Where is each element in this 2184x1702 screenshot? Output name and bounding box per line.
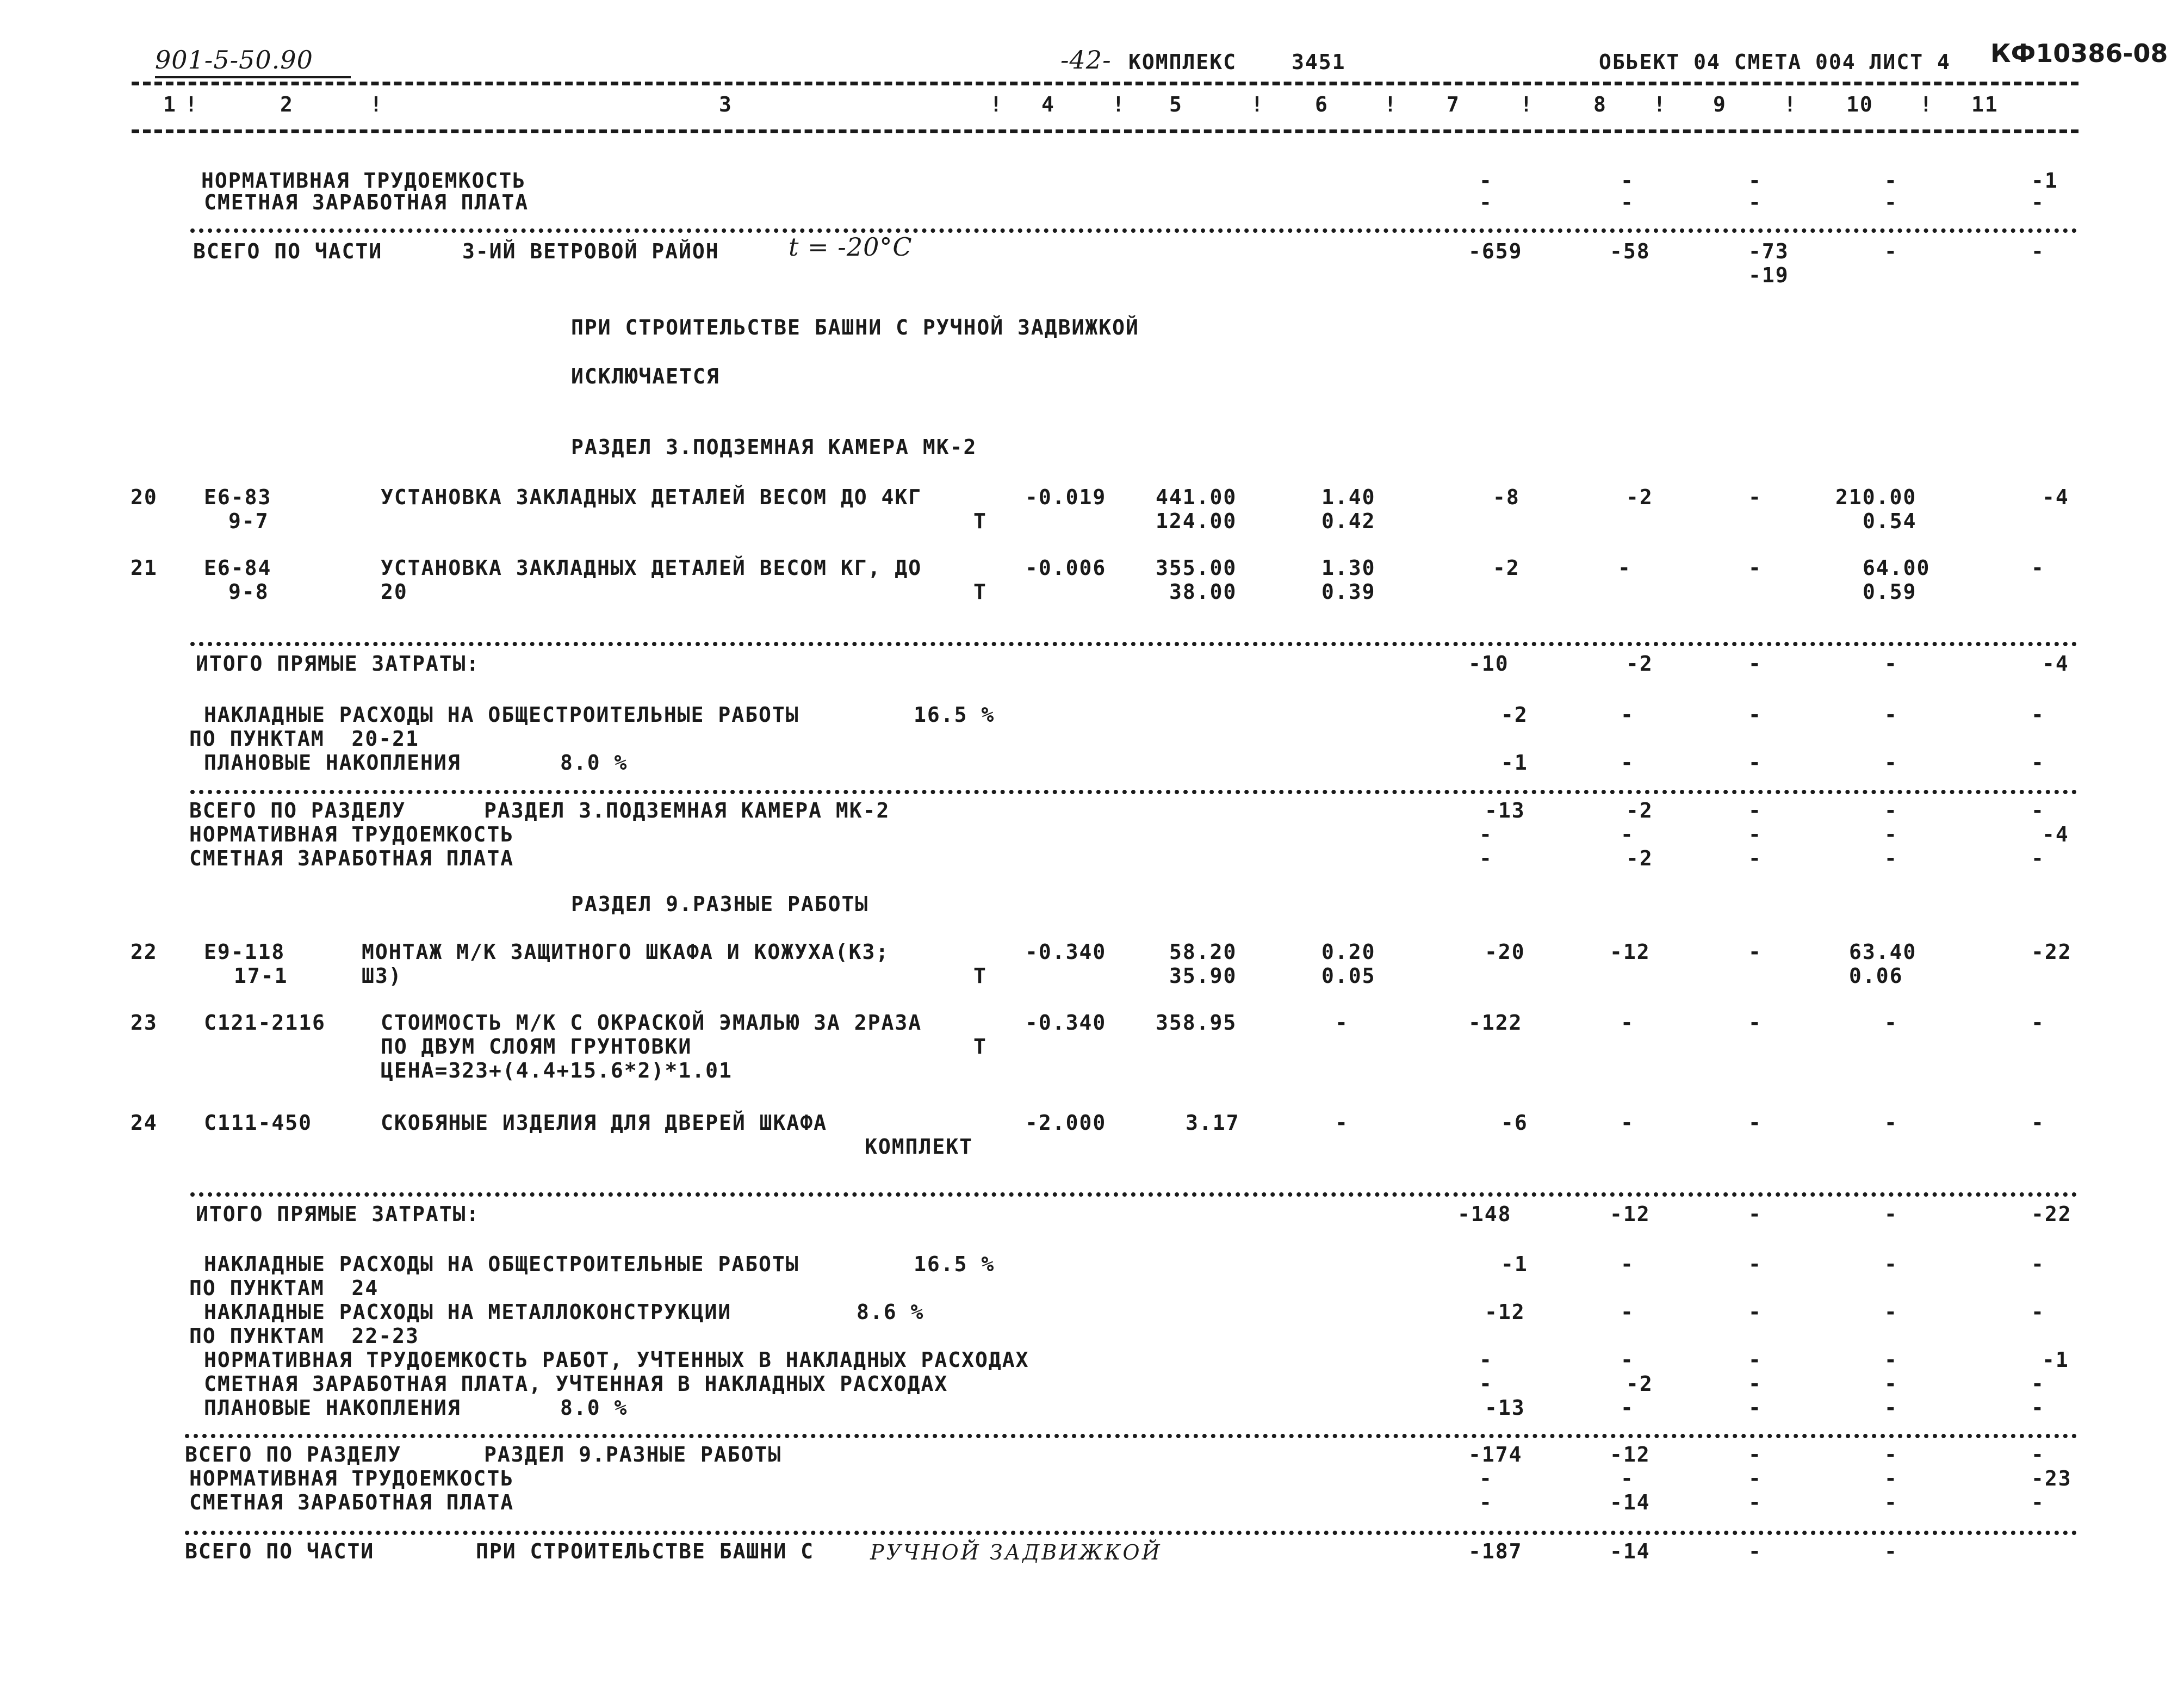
cell: - [1884,751,1898,775]
item-c6-sub: 0.39 [1321,580,1376,604]
cell: - [1748,1490,1762,1514]
cell: -58 [1610,239,1651,263]
item-code: Е6-83 [204,485,272,509]
cell: - [1621,822,1634,846]
item-c7: -8 [1493,485,1520,509]
cell: - [1748,652,1762,676]
item-description-cont: 20 [381,580,408,604]
overhead-rate: 8.6 % [857,1300,925,1324]
column-number: 1 [163,92,177,116]
item-code-sub: 9-7 [228,509,269,533]
cell: - [1884,1372,1898,1396]
item-qty: -0.019 [1025,485,1107,509]
dotted-rule [190,228,2077,233]
cell: -2 [1626,1372,1653,1396]
cell: -2 [1501,703,1528,727]
item-c6: - [1335,1111,1349,1135]
item-c6-sub: 0.05 [1321,964,1376,988]
column-separators: ! [185,92,198,116]
cell: -2 [1626,846,1653,870]
norm-label: НОРМАТИВНАЯ ТРУДОЕМКОСТЬ [189,822,514,846]
cell: -13 [1485,1396,1525,1420]
item-c9: - [1748,556,1762,580]
column-number: 5 [1169,92,1183,116]
column-separators: ! [1384,92,1398,116]
cell: - [1748,846,1762,870]
plan-rate: 8.0 % [560,751,628,775]
cell: - [1884,652,1898,676]
section-total-label: ВСЕГО ПО РАЗДЕЛУ [185,1443,402,1466]
item-c7: -2 [1493,556,1520,580]
overhead-items: ПО ПУНКТАМ 22-23 [189,1324,419,1348]
item-unit: КОМПЛЕКТ [865,1135,973,1159]
cell: -4 [2042,822,2069,846]
norm-overhead-label: НОРМАТИВНАЯ ТРУДОЕМКОСТЬ РАБОТ, УЧТЕННЫХ В НАКЛАДНЫХ РАСХОДАХ [204,1348,1029,1372]
overhead-label: НАКЛАДНЫЕ РАСХОДЫ НА МЕТАЛЛОКОНСТРУКЦИИ [204,1300,732,1324]
cell: - [1884,1300,1898,1324]
cell: - [1884,822,1898,846]
cell: - [1748,1348,1762,1372]
item-c6: 0.20 [1321,940,1376,964]
cell: -12 [1485,1300,1525,1324]
item-unit: Т [973,964,987,988]
item-c9: - [1748,1011,1762,1035]
plan-label: ПЛАНОВЫЕ НАКОПЛЕНИЯ [204,751,461,775]
item-description-cont: ПО ДВУМ СЛОЯМ ГРУНТОВКИ [381,1035,692,1059]
column-number: 8 [1593,92,1607,116]
section-title: РАЗДЕЛ 9.РАЗНЫЕ РАБОТЫ [571,892,869,916]
item-description: УСТАНОВКА ЗАКЛАДНЫХ ДЕТАЛЕЙ ВЕСОМ ДО 4КГ [381,485,922,509]
cell: - [1884,799,1898,822]
cell: -4 [2042,652,2069,676]
cell: -23 [2031,1466,2072,1490]
item-c8: - [1621,1111,1634,1135]
cell: - [1748,822,1762,846]
cell: -659 [1468,239,1523,263]
cell: -2 [1626,799,1653,822]
cell: - [1748,703,1762,727]
cell: -187 [1468,1539,1523,1563]
cell: - [1884,190,1898,214]
cell: - [1884,846,1898,870]
column-number: 3 [719,92,733,116]
cell: - [1621,169,1634,193]
cell: - [1884,1252,1898,1276]
section-title: РАЗДЕЛ 3.ПОДЗЕМНАЯ КАМЕРА МК-2 [571,435,977,459]
cell: - [1748,169,1762,193]
header-rule-top [132,82,2078,85]
wage-overhead-label: СМЕТНАЯ ЗАРАБОТНАЯ ПЛАТА, УЧТЕННАЯ В НАКЛАДНЫХ РАСХОДАХ [204,1372,948,1396]
item-description: СТОИМОСТЬ М/К С ОКРАСКОЙ ЭМАЛЬЮ ЗА 2РАЗА [381,1011,922,1035]
cell: - [1748,1539,1762,1563]
item-c8: -12 [1610,940,1651,964]
item-number: 24 [131,1111,158,1135]
item-c8: - [1618,556,1631,580]
item-c10: 63.40 [1849,940,1917,964]
cell: - [1748,751,1762,775]
cell: - [1748,1443,1762,1466]
item-c8: - [1621,1011,1634,1035]
cell: - [1748,1396,1762,1420]
cell: - [2031,846,2045,870]
cell: - [1479,190,1493,214]
cell: - [2031,1372,2045,1396]
cell: -148 [1457,1202,1512,1226]
norm-label: НОРМАТИВНАЯ ТРУДОЕМКОСТЬ [189,1466,514,1490]
item-number: 20 [131,485,158,509]
header-rule-bottom [132,129,2078,133]
item-c11: - [2031,556,2045,580]
item-code: С121-2116 [204,1011,326,1035]
item-unit: Т [973,1035,987,1059]
cell: - [1621,190,1634,214]
cell: - [1479,169,1493,193]
cell: - [1748,799,1762,822]
cell: -1 [2042,1348,2069,1372]
section-total-label: ВСЕГО ПО РАЗДЕЛУ [189,799,406,822]
doc-number-underline [155,76,351,78]
column-separators: ! [1251,92,1264,116]
item-c6: 1.40 [1321,485,1376,509]
overhead-label: НАКЛАДНЫЕ РАСХОДЫ НА ОБЩЕСТРОИТЕЛЬНЫЕ РАБОТЫ [204,1252,799,1276]
item-price: 58.20 [1169,940,1237,964]
dotted-rule [190,790,2077,794]
item-c10-sub: 0.59 [1863,580,1917,604]
cell: -1 [2031,169,2058,193]
column-number: 7 [1447,92,1460,116]
complex-value: 3451 [1292,50,1346,74]
cell: - [1621,1252,1634,1276]
direct-costs-label: ИТОГО ПРЯМЫЕ ЗАТРАТЫ: [196,652,480,676]
item-description: МОНТАЖ М/К ЗАЩИТНОГО ШКАФА И КОЖУХА(КЗ; [362,940,890,964]
complex-label: КОМПЛЕКС [1128,50,1237,74]
cell: - [1748,1466,1762,1490]
item-price-sub: 124.00 [1156,509,1237,533]
item-c11: - [2031,1111,2045,1135]
cell: -12 [1610,1202,1651,1226]
dotted-rule [190,1192,2077,1197]
cell: -73 [1748,239,1789,263]
item-price-sub: 35.90 [1169,964,1237,988]
item-code: С111-450 [204,1111,313,1135]
item-price: 3.17 [1186,1111,1240,1135]
item-description-formula: ЦЕНА=323+(4.4+15.6*2)*1.01 [381,1059,733,1082]
cell: - [1748,1252,1762,1276]
cell: - [2031,1490,2045,1514]
cell: - [1884,1466,1898,1490]
part-total-name: 3-ИЙ ВЕТРОВОЙ РАЙОН [462,239,719,263]
cell: - [2031,190,2045,214]
plan-rate: 8.0 % [560,1396,628,1420]
dotted-rule [185,1531,2077,1535]
column-number: 6 [1315,92,1329,116]
item-number: 22 [131,940,158,964]
cell: -10 [1468,652,1509,676]
item-c10: - [1884,1011,1898,1035]
wage-label: СМЕТНАЯ ЗАРАБОТНАЯ ПЛАТА [189,846,514,870]
overhead-items: ПО ПУНКТАМ 24 [189,1276,379,1300]
norm-label: НОРМАТИВНАЯ ТРУДОЕМКОСТЬ [201,169,526,193]
cell: - [2031,1252,2045,1276]
cell: -12 [1610,1443,1651,1466]
item-qty: -0.006 [1025,556,1107,580]
item-qty: -0.340 [1025,940,1107,964]
item-description: УСТАНОВКА ЗАКЛАДНЫХ ДЕТАЛЕЙ ВЕСОМ КГ, ДО [381,556,922,580]
column-separators: ! [1520,92,1534,116]
cell: - [1884,1348,1898,1372]
column-separators: ! [990,92,1003,116]
item-c10: 64.00 [1863,556,1931,580]
object-info: ОБЬЕКТ 04 СМЕТА 004 ЛИСТ 4 [1599,50,1951,74]
cell: - [1884,239,1898,263]
item-c7: -6 [1501,1111,1528,1135]
cell: -22 [2031,1202,2072,1226]
cell: - [1748,1300,1762,1324]
column-separators: ! [1784,92,1797,116]
cell: -13 [1485,799,1525,822]
plan-label: ПЛАНОВЫЕ НАКОПЛЕНИЯ [204,1396,461,1420]
section-total-name: РАЗДЕЛ 3.ПОДЗЕМНАЯ КАМЕРА МК-2 [484,799,890,822]
item-c6: 1.30 [1321,556,1376,580]
stamp: КФ10386-08 [1990,39,2168,68]
item-price-sub: 38.00 [1169,580,1237,604]
item-qty: -2.000 [1025,1111,1107,1135]
cell: -174 [1468,1443,1523,1466]
cell: -1 [1501,751,1528,775]
item-c10: - [1884,1111,1898,1135]
part-total-label: ВСЕГО ПО ЧАСТИ [185,1539,375,1563]
cell: -1 [1501,1252,1528,1276]
cell: - [1479,1466,1493,1490]
cell: - [1621,1348,1634,1372]
item-code: Е6-84 [204,556,272,580]
cell: - [1479,822,1493,846]
cell: - [2031,1396,2045,1420]
cell: - [2031,703,2045,727]
item-c9: - [1748,485,1762,509]
item-code-sub: 17-1 [234,964,288,988]
item-c7: -122 [1468,1011,1523,1035]
cell: - [2031,239,2045,263]
cell: - [2031,1443,2045,1466]
item-number: 21 [131,556,158,580]
cell: - [1621,1466,1634,1490]
overhead-rate: 16.5 % [914,703,995,727]
item-c11: -4 [2042,485,2069,509]
item-c11: - [2031,1011,2045,1035]
item-c6-sub: 0.42 [1321,509,1376,533]
overhead-rate: 16.5 % [914,1252,995,1276]
cell: - [1884,1396,1898,1420]
cell: - [1621,703,1634,727]
cell: - [1621,1300,1634,1324]
part-total-handwritten: t = -20°C [789,232,913,262]
overhead-items: ПО ПУНКТАМ 20-21 [189,727,419,751]
item-price: 358.95 [1156,1011,1237,1035]
item-c10-sub: 0.06 [1849,964,1903,988]
cell: - [1884,703,1898,727]
cell: - [1479,1372,1493,1396]
cell: - [1479,1348,1493,1372]
cell: - [2031,799,2045,822]
item-c9: - [1748,940,1762,964]
cell: - [1479,846,1493,870]
doc-number: 901-5-50.90 [155,45,313,75]
part-subtitle: ИСКЛЮЧАЕТСЯ [571,364,720,388]
cell: - [1884,169,1898,193]
cell: - [1884,1490,1898,1514]
cell: -14 [1610,1539,1651,1563]
item-price: 355.00 [1156,556,1237,580]
cell: - [1748,1372,1762,1396]
part-total-label: ВСЕГО ПО ЧАСТИ [193,239,383,263]
cell: - [1748,190,1762,214]
item-c9: - [1748,1111,1762,1135]
column-separators: ! [1920,92,1933,116]
cell: - [1748,1202,1762,1226]
cell: -14 [1610,1490,1651,1514]
item-unit: Т [973,509,987,533]
section-total-name: РАЗДЕЛ 9.РАЗНЫЕ РАБОТЫ [484,1443,782,1466]
item-description: СКОБЯНЫЕ ИЗДЕЛИЯ ДЛЯ ДВЕРЕЙ ШКАФА [381,1111,827,1135]
item-c10-sub: 0.54 [1863,509,1917,533]
wage-label: СМЕТНАЯ ЗАРАБОТНАЯ ПЛАТА [189,1490,514,1514]
item-description-cont: ШЗ) [362,964,402,988]
cell: - [1884,1539,1898,1563]
part-total-name: ПРИ СТРОИТЕЛЬСТВЕ БАШНИ С [476,1539,814,1563]
cell: -2 [1626,652,1653,676]
item-code: Е9-118 [204,940,286,964]
item-c10: 210.00 [1835,485,1917,509]
cell: - [1479,1490,1493,1514]
column-number: 9 [1713,92,1727,116]
item-c8: -2 [1626,485,1653,509]
column-number: 10 [1846,92,1873,116]
page-number: -42- [1060,45,1112,75]
cell: - [1621,1396,1634,1420]
item-qty: -0.340 [1025,1011,1107,1035]
cell: - [1884,1443,1898,1466]
column-number: 2 [280,92,294,116]
item-price: 441.00 [1156,485,1237,509]
item-c6: - [1335,1011,1349,1035]
wage-label: СМЕТНАЯ ЗАРАБОТНАЯ ПЛАТА [204,190,529,214]
cell: -19 [1748,263,1789,287]
column-separators: ! [370,92,383,116]
item-number: 23 [131,1011,158,1035]
cell: - [1884,1202,1898,1226]
column-separators: ! [1653,92,1667,116]
cell: - [2031,1300,2045,1324]
item-unit: Т [973,580,987,604]
item-code-sub: 9-8 [228,580,269,604]
direct-costs-label: ИТОГО ПРЯМЫЕ ЗАТРАТЫ: [196,1202,480,1226]
item-c11: -22 [2031,940,2072,964]
cell: - [1621,751,1634,775]
dotted-rule [185,1434,2077,1438]
item-c7: -20 [1485,940,1525,964]
column-number: 4 [1041,92,1055,116]
dotted-rule [190,642,2077,646]
overhead-label: НАКЛАДНЫЕ РАСХОДЫ НА ОБЩЕСТРОИТЕЛЬНЫЕ РАБОТЫ [204,703,799,727]
cell: - [2031,751,2045,775]
column-separators: ! [1112,92,1126,116]
column-number: 11 [1971,92,1999,116]
part-total-handwritten: РУЧНОЙ ЗАДВИЖКОЙ [870,1540,1162,1564]
part-title: ПРИ СТРОИТЕЛЬСТВЕ БАШНИ С РУЧНОЙ ЗАДВИЖКОЙ [571,315,1139,339]
